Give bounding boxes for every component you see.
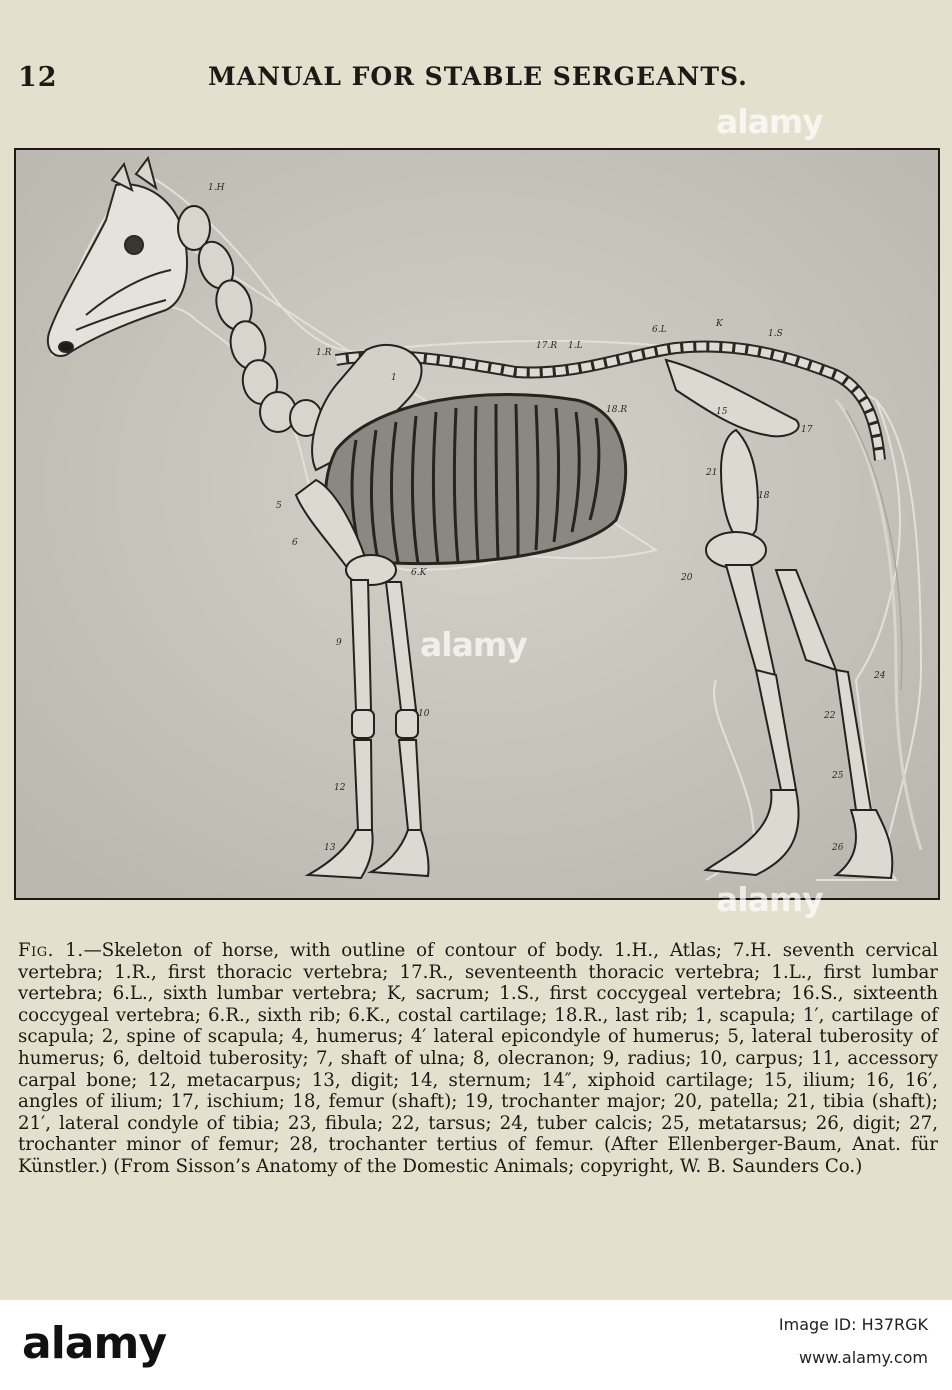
horse-skeleton-plate	[14, 148, 940, 900]
label-lumbar-6: 6.L	[652, 325, 667, 335]
label-last-rib: 18.R	[606, 405, 628, 415]
label-ischium: 17	[801, 425, 813, 435]
watermark-bottom-right: alamy	[716, 880, 823, 919]
caption-text: —Skeleton of horse, with outline of contour of body. 1.H., Atlas; 7.H. seventh cervical vertebra; 1.R., first thoracic vertebra; 17.R., seventeenth thoracic vertebra; 1.L., first lumbar vertebra; 6.L., sixth lumbar vertebra; K, sacrum; 1.S., first coccygeal vertebra; 16.S., sixteenth coccygeal vertebra; 6.R., sixth rib; 6.K., costal cartilage; 18.R., last rib; 1, scapula; 1′, cartilage of scapula; 2, spine of scapula; 4, humerus; 4′ lateral epicondyle of humerus; 5, lateral tuberosity of humerus; 6, deltoid tuberosity; 7, shaft of ulna; 8, olecranon; 9, radius; 10, carpus; 11, accessory carpal bone; 12, metacarpus; 13, digit; 14, sternum; 14″, xiphoid cartilage; 15, ilium; 16, 16′, angles of ilium; 17, ischium; 18, femur (shaft); 19, trochanter major; 20, patella; 21, tibia (shaft); 21′, lateral condyle of tibia; 23, fibula; 22, tarsus; 24, tuber calcis; 25, metatarsus; 26, digit; 27, trochanter minor of femur; 28, trochanter tertius of femur. (After Ellenberger-Baum, Anat. für Künstler.) (From Sisson’s Anatomy of the Domestic Animals; copyright, W. B. Saunders Co.)	[18, 940, 938, 1177]
figure-caption	[18, 940, 938, 1178]
label-atlas: 1.H	[208, 183, 225, 193]
label-coccygeal-first: 1.S	[768, 329, 783, 339]
label-deltoid: 6	[292, 538, 298, 548]
running-head: MANUAL FOR STABLE SERGEANTS.	[208, 62, 748, 91]
stock-logo: alamy	[22, 1318, 166, 1369]
label-ilium: 15	[716, 407, 728, 417]
horse-skeleton-illustration	[16, 150, 938, 898]
stock-footer	[0, 1300, 952, 1390]
label-digit-hind: 26	[832, 843, 844, 853]
stock-url: www.alamy.com	[799, 1348, 928, 1367]
label-metatarsus: 25	[832, 771, 844, 781]
label-digit-fore: 13	[324, 843, 336, 853]
watermark-top-right: alamy	[716, 102, 823, 141]
label-carpus: 10	[418, 709, 430, 719]
stock-image-id: Image ID: H37RGK	[778, 1315, 928, 1334]
label-tuber-calcis: 24	[874, 671, 886, 681]
label-costal: 6.K	[411, 568, 427, 578]
label-lumbar-first: 1.L	[568, 341, 583, 351]
label-metacarpus: 12	[334, 783, 346, 793]
watermark-center: alamy	[420, 625, 527, 664]
figure-label: Fig. 1.	[18, 940, 84, 961]
page-number: 12	[18, 62, 58, 93]
label-tarsus: 22	[824, 711, 836, 721]
label-radius: 9	[336, 638, 342, 648]
label-thoracic-first: 1.R	[316, 348, 332, 358]
label-sacrum: K	[716, 319, 723, 329]
label-scapula: 1	[391, 373, 397, 383]
label-femur: 18	[758, 491, 770, 501]
label-patella: 20	[681, 573, 693, 583]
label-lateral-tuberosity: 5	[276, 501, 282, 511]
label-tibia: 21	[706, 468, 718, 478]
label-thoracic-17: 17.R	[536, 341, 558, 351]
